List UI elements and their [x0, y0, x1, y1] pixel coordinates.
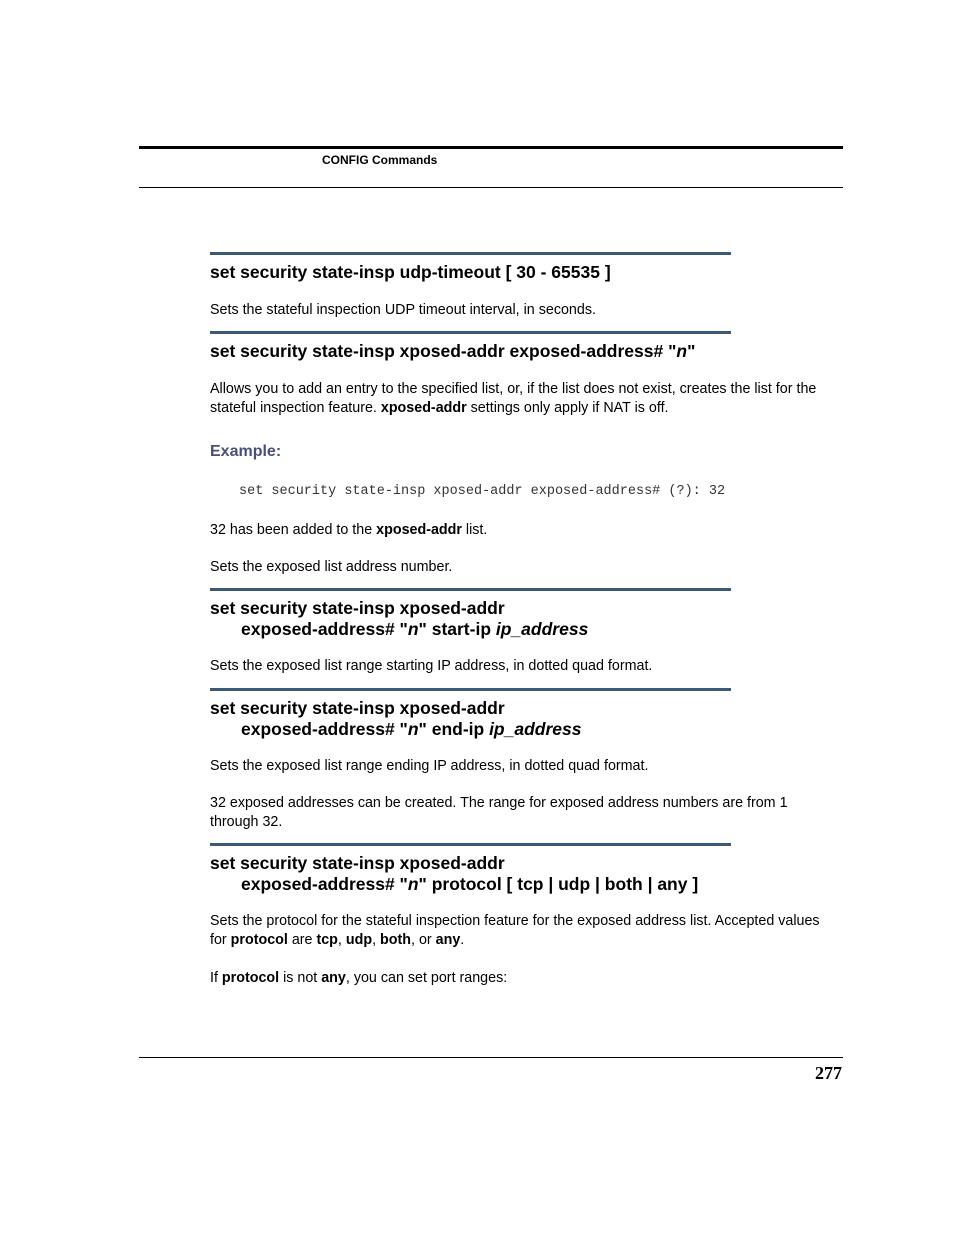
section-rule	[210, 331, 731, 334]
section-heading: set security state-insp xposed-addr exposed-address# "n"	[210, 341, 696, 361]
paragraph: Sets the exposed list address number.	[210, 559, 453, 575]
header-rule-thin	[139, 187, 843, 188]
paragraph: If protocol is not any, you can set port ranges:	[210, 970, 508, 986]
header-rule-thick	[139, 146, 843, 149]
code-example: set security state-insp xposed-addr exposed-address# (?): 32	[239, 484, 726, 499]
section-heading: set security state-insp xposed-addr exposed-address# "n" start-ip ip_address	[210, 598, 589, 639]
example-label: Example:	[210, 443, 282, 460]
paragraph: Sets the stateful inspection UDP timeout interval, in seconds.	[210, 302, 596, 318]
section-heading: set security state-insp xposed-addr exposed-address# "n" protocol [ tcp | udp | both | any ]	[210, 853, 699, 894]
paragraph: Sets the exposed list range starting IP address, in dotted quad format.	[210, 658, 653, 674]
page-number: 277	[815, 1063, 842, 1083]
paragraph: Sets the exposed list range ending IP address, in dotted quad format.	[210, 758, 649, 774]
section-rule	[210, 252, 731, 255]
section-heading: set security state-insp udp-timeout [ 30 - 65535 ]	[210, 262, 611, 282]
section-rule	[210, 688, 731, 691]
paragraph: Allows you to add an entry to the specified list, or, if the list does not exist, creates the list for the stateful inspection feature. xposed-addr settings only apply if NAT is off.	[210, 381, 817, 416]
section-rule	[210, 843, 731, 846]
paragraph: 32 exposed addresses can be created. The range for exposed address numbers are from 1 through 32.	[210, 795, 788, 830]
paragraph: Sets the protocol for the stateful inspection feature for the exposed address list. Accepted values for protocol are tcp, udp, both, or any.	[210, 913, 820, 948]
section-heading: set security state-insp xposed-addr exposed-address# "n" end-ip ip_address	[210, 698, 582, 739]
running-header: CONFIG Commands	[322, 153, 438, 167]
section-rule	[210, 588, 731, 591]
paragraph: 32 has been added to the xposed-addr list.	[210, 522, 488, 538]
footer-rule	[139, 1057, 843, 1058]
